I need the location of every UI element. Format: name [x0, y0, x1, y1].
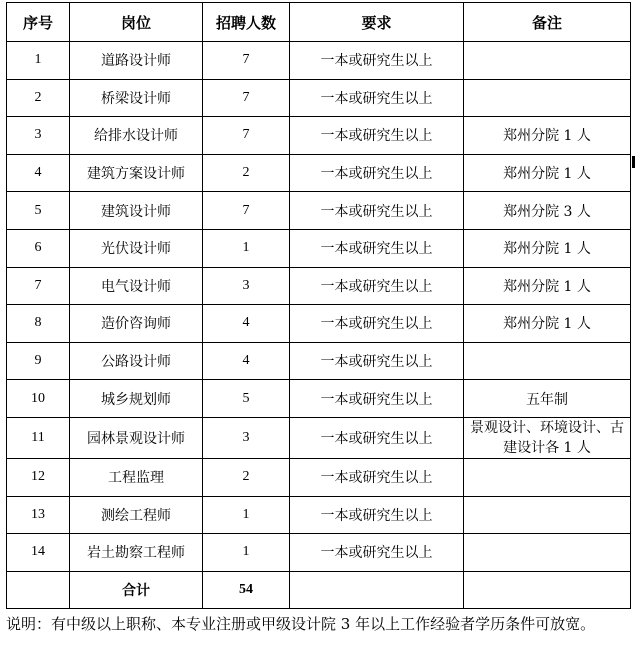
cell-position: 工程监理	[70, 458, 203, 496]
table-row	[7, 117, 631, 155]
cell-remark-empty	[464, 571, 631, 609]
cell-count: 7	[203, 192, 290, 230]
table-row	[7, 380, 631, 418]
cell-position: 造价咨询师	[70, 305, 203, 343]
table-row	[7, 534, 631, 572]
cell-requirement: 一本或研究生以上	[290, 79, 464, 117]
header-count: 招聘人数	[203, 3, 290, 42]
table-row	[7, 496, 631, 534]
cell-requirement: 一本或研究生以上	[290, 458, 464, 496]
cell-no: 13	[7, 496, 70, 534]
cell-no-empty	[7, 571, 70, 609]
table-row	[7, 458, 631, 496]
cell-count: 1	[203, 496, 290, 534]
cell-position: 建筑设计师	[70, 192, 203, 230]
cell-no: 5	[7, 192, 70, 230]
cell-requirement: 一本或研究生以上	[290, 154, 464, 192]
cell-position: 光伏设计师	[70, 229, 203, 267]
cell-count: 4	[203, 305, 290, 343]
table-row	[7, 267, 631, 305]
cell-remark: 郑州分院 1 人	[464, 267, 631, 305]
table-row	[7, 154, 631, 192]
table-row	[7, 42, 631, 80]
cell-position: 城乡规划师	[70, 380, 203, 418]
recruitment-table	[6, 2, 631, 609]
table-header-row	[7, 3, 631, 42]
footnote: 说明：有中级以上职称、本专业注册或甲级设计院 3 年以上工作经验者学历条件可放宽。	[6, 615, 596, 633]
table-total-row	[7, 571, 631, 609]
cell-requirement-empty	[290, 571, 464, 609]
cell-remark: 郑州分院 1 人	[464, 229, 631, 267]
cell-no: 2	[7, 79, 70, 117]
cell-remark	[464, 79, 631, 117]
cell-count: 3	[203, 267, 290, 305]
table-row	[7, 342, 631, 380]
cell-no: 10	[7, 380, 70, 418]
cell-no: 14	[7, 534, 70, 572]
header-position: 岗位	[70, 3, 203, 42]
cell-no: 6	[7, 229, 70, 267]
cell-position: 测绘工程师	[70, 496, 203, 534]
cell-no: 12	[7, 458, 70, 496]
table-row	[7, 79, 631, 117]
cell-remark	[464, 458, 631, 496]
edge-mark	[632, 156, 635, 168]
cell-remark: 景观设计、环境设计、古建设计各 1 人	[464, 417, 631, 458]
cell-remark	[464, 534, 631, 572]
cell-requirement: 一本或研究生以上	[290, 267, 464, 305]
cell-no: 7	[7, 267, 70, 305]
cell-no: 11	[7, 417, 70, 458]
cell-requirement: 一本或研究生以上	[290, 117, 464, 155]
cell-requirement: 一本或研究生以上	[290, 229, 464, 267]
total-label: 合计	[70, 571, 203, 609]
cell-remark: 郑州分院 1 人	[464, 117, 631, 155]
header-no: 序号	[7, 3, 70, 42]
cell-count: 4	[203, 342, 290, 380]
header-requirement: 要求	[290, 3, 464, 42]
table-row	[7, 305, 631, 343]
cell-remark: 五年制	[464, 380, 631, 418]
table-row	[7, 229, 631, 267]
cell-count: 5	[203, 380, 290, 418]
table-row	[7, 192, 631, 230]
cell-requirement: 一本或研究生以上	[290, 342, 464, 380]
cell-no: 9	[7, 342, 70, 380]
cell-position: 园林景观设计师	[70, 417, 203, 458]
cell-no: 4	[7, 154, 70, 192]
cell-count: 7	[203, 42, 290, 80]
cell-count: 2	[203, 458, 290, 496]
cell-position: 岩土勘察工程师	[70, 534, 203, 572]
cell-requirement: 一本或研究生以上	[290, 192, 464, 230]
header-remark: 备注	[464, 3, 631, 42]
cell-position: 道路设计师	[70, 42, 203, 80]
cell-count: 1	[203, 534, 290, 572]
total-count: 54	[203, 571, 290, 609]
cell-remark	[464, 342, 631, 380]
cell-remark: 郑州分院 1 人	[464, 305, 631, 343]
cell-remark	[464, 496, 631, 534]
cell-count: 7	[203, 117, 290, 155]
cell-count: 7	[203, 79, 290, 117]
cell-position: 给排水设计师	[70, 117, 203, 155]
cell-position: 建筑方案设计师	[70, 154, 203, 192]
cell-no: 1	[7, 42, 70, 80]
cell-count: 1	[203, 229, 290, 267]
cell-requirement: 一本或研究生以上	[290, 496, 464, 534]
cell-position: 桥梁设计师	[70, 79, 203, 117]
cell-count: 3	[203, 417, 290, 458]
cell-position: 公路设计师	[70, 342, 203, 380]
cell-requirement: 一本或研究生以上	[290, 42, 464, 80]
cell-no: 8	[7, 305, 70, 343]
cell-requirement: 一本或研究生以上	[290, 380, 464, 418]
cell-remark: 郑州分院 3 人	[464, 192, 631, 230]
cell-requirement: 一本或研究生以上	[290, 305, 464, 343]
cell-remark: 郑州分院 1 人	[464, 154, 631, 192]
cell-count: 2	[203, 154, 290, 192]
cell-position: 电气设计师	[70, 267, 203, 305]
cell-requirement: 一本或研究生以上	[290, 417, 464, 458]
cell-remark	[464, 42, 631, 80]
cell-requirement: 一本或研究生以上	[290, 534, 464, 572]
cell-no: 3	[7, 117, 70, 155]
table-row	[7, 417, 631, 458]
